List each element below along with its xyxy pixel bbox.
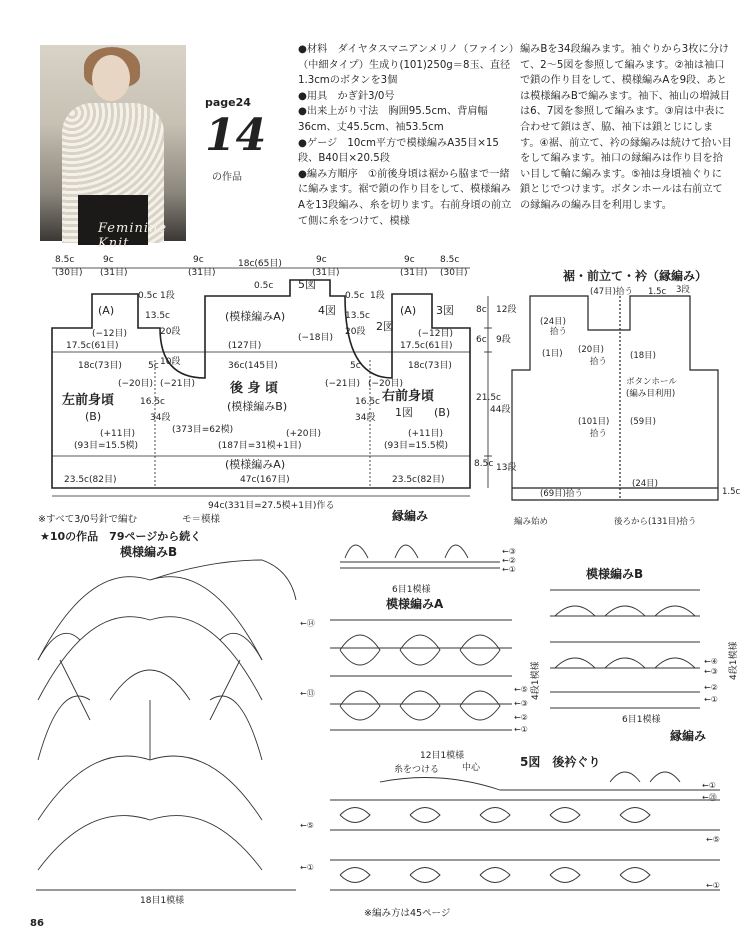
dim-31-a: (31目)	[100, 268, 128, 278]
dim-5c-r: 5c	[350, 361, 361, 371]
dim-minus20-r: (−20目)	[368, 379, 404, 389]
border-24-top: (24目)	[540, 317, 566, 327]
instruction-size: ●出来上がり寸法 胸囲95.5cm、背肩幅36cm、丈45.5cm、袖53.5cm	[298, 106, 488, 133]
dim-23.5c-r: 23.5c(82目)	[392, 475, 445, 485]
dim-plus20: (+20目)	[286, 429, 322, 439]
repeat-18: 18目1模様	[140, 896, 185, 906]
border-18: (18目)	[630, 351, 656, 361]
fig5-back-neck-title: 5図 後衿ぐり	[520, 755, 601, 769]
dim-13.5c-r: 13.5c	[345, 311, 370, 321]
svg-text:←④: ←④	[704, 657, 718, 666]
work10-title: ★10の作品 79ページから続く	[40, 530, 202, 543]
border-101: (101目)	[578, 417, 610, 427]
pattern-a-chart	[330, 620, 512, 730]
svg-text:←⑤: ←⑤	[706, 835, 720, 844]
border-pick2: 拾う	[590, 357, 608, 367]
border-1: (1目)	[542, 349, 563, 359]
dim-5c-l: 5c	[148, 361, 159, 371]
border-pick1: 拾う	[550, 327, 568, 337]
dim-93-l: (93目=15.5模)	[74, 441, 139, 451]
pattern-b-small-title: 模様編みB	[586, 567, 644, 581]
dim-9c-a: 9c	[103, 255, 114, 265]
dim-17.5c-l: 17.5c(61目)	[66, 341, 119, 351]
dim-minus21-l: (−21目)	[160, 379, 196, 389]
right-front-b: (B)	[434, 406, 451, 419]
page-reference: page24	[205, 96, 251, 109]
dim-9c-b: 9c	[193, 255, 204, 265]
note-needle: ※すべて3/0号針で編む	[38, 514, 138, 525]
see-page-45: ※編み方は45ページ	[364, 908, 451, 919]
fig2-label: 2図	[376, 320, 394, 333]
dim-18c-l: 18c(73目)	[78, 361, 122, 371]
pattern-a-top: (模様編みA)	[225, 310, 286, 323]
dim-17.5c-r: 17.5c(61目)	[400, 341, 453, 351]
dim-20rows-r: 20段	[345, 327, 366, 337]
four-rows-2: 4段1模様	[729, 641, 739, 680]
dim-12rows: 12段	[496, 305, 517, 315]
instruction-tools: ●用具 かぎ針3/0号	[298, 90, 395, 102]
instruction-steps: ●編み方順序 ①前後身頃は裾から脇まで一緒に編みます。裾で鎖の作り目をして、模様編みAを13段編み、糸を切ります。右前身頃の前立て側に糸をつけて、模様	[298, 168, 512, 227]
repeat-12: 12目1模様	[420, 751, 465, 761]
edge-chart	[340, 545, 500, 568]
border-1.5c-bottom: 1.5c	[722, 487, 741, 497]
instruction-materials: ●材料 ダイヤタスマニアンメリノ（ファイン）（中細タイプ）生成り(101)250g＝8玉、直径1.3cmのボタンを3個	[298, 44, 514, 87]
border-buttonhole: ボタンホール	[626, 377, 677, 387]
dim-30-right: (30目)	[440, 268, 468, 278]
edge-rows	[502, 547, 516, 574]
dim-34rows-r: 34段	[355, 413, 376, 423]
dim-0.5c-r: 0.5c	[345, 291, 365, 301]
svg-text:←①: ←①	[300, 863, 314, 872]
svg-text:←②: ←②	[502, 556, 516, 565]
page-number: 86	[30, 918, 44, 929]
dim-23.5c-l: 23.5c(82目)	[64, 475, 117, 485]
a-left-label: (A)	[98, 304, 115, 317]
svg-text:←⑭: ←⑭	[300, 619, 315, 628]
dim-minus18: (−18目)	[298, 333, 334, 343]
dim-21.5c: 21.5c	[476, 393, 501, 403]
dim-18c-r: 18c(73目)	[408, 361, 452, 371]
pattern-b-label: (模様編みB)	[227, 400, 288, 413]
pattern-b-small-chart	[550, 590, 700, 708]
pattern-a-bottom: (模様編みA)	[225, 458, 286, 471]
four-rows: 4段1模様	[531, 661, 541, 700]
fig4-label: 4図	[318, 304, 336, 317]
repeat-6: 6目1模様	[392, 585, 431, 595]
edge2-title: 縁編み	[670, 729, 707, 743]
dim-0.5c-l: 0.5c	[138, 291, 158, 301]
dim-20rows-l: 20段	[160, 327, 181, 337]
dim-30-left: (30目)	[55, 268, 83, 278]
dim-373: (373目=62模)	[172, 425, 234, 435]
svg-text:←③: ←③	[514, 699, 528, 708]
svg-text:←⑳: ←⑳	[702, 793, 717, 802]
dim-16.5c-r: 16.5c	[355, 397, 380, 407]
dim-93-r: (93目=15.5模)	[384, 441, 449, 451]
pattern-a-title: 模様編みA	[386, 597, 444, 611]
border-labels	[514, 284, 741, 527]
border-buttonhole-note: (編み目利用)	[626, 389, 676, 399]
dim-13.5c-l: 13.5c	[145, 311, 170, 321]
left-front-b: (B)	[85, 410, 102, 423]
dim-1row-r: 1段	[370, 291, 385, 301]
dim-8.5c: 8.5c	[474, 459, 494, 469]
left-front-label: 左前身頃	[62, 393, 115, 408]
dim-9rows: 9段	[496, 335, 511, 345]
fig1-label: 1図	[395, 406, 413, 419]
instruction-gauge: ●ゲージ 10cm平方で模様編みA35目×15段、B40目×20.5段	[298, 137, 499, 165]
border-start: 編み始め	[514, 517, 549, 527]
border-131: 後ろから(131目)拾う	[614, 517, 697, 527]
svg-text:←⑤: ←⑤	[300, 821, 314, 830]
dim-8c: 8c	[476, 305, 487, 315]
center-label: 中心	[462, 763, 481, 773]
border-1.5c-top: 1.5c	[648, 287, 667, 297]
dim-31-d: (31目)	[400, 268, 428, 278]
dim-13rows: 13段	[496, 463, 517, 473]
border-47: (47目)拾う	[590, 287, 633, 297]
dim-minus12-l: (−12目)	[92, 329, 128, 339]
border-59: (59目)	[630, 417, 656, 427]
svg-text:←①: ←①	[502, 565, 516, 574]
pattern-b-small-rows	[704, 657, 718, 704]
work-number: 14	[205, 110, 267, 161]
dim-94c: 94c(331目=27.5模+1目)作る	[208, 501, 335, 511]
dim-plus11-l: (+11目)	[100, 429, 136, 439]
border-20: (20目)	[578, 345, 604, 355]
dim-minus12-r: (−12目)	[418, 329, 454, 339]
dim-10rows-l: 10段	[160, 357, 181, 367]
note-abbrev: モ＝模様	[182, 514, 221, 525]
dim-31-c: (31目)	[312, 268, 340, 278]
svg-text:←②: ←②	[514, 713, 528, 722]
dim-47c: 47c(167目)	[240, 475, 290, 485]
repeat-6b: 6目1模様	[622, 715, 661, 725]
svg-text:←①: ←①	[514, 725, 528, 734]
fig5-chart	[330, 772, 720, 890]
svg-text:←①: ←①	[702, 781, 716, 790]
svg-text:←①: ←①	[704, 695, 718, 704]
border-24-bottom: (24目)	[632, 479, 658, 489]
dim-minus21-r: (−21目)	[325, 379, 361, 389]
dim-0.5c-top: 0.5c	[254, 281, 274, 291]
dim-31-b: (31目)	[188, 268, 216, 278]
chart-titles	[40, 508, 739, 919]
dim-18c: 18c(65目)	[238, 259, 282, 269]
border-3rows-top: 3段	[676, 285, 690, 295]
border-69: (69目)拾う	[540, 489, 583, 499]
dim-8.5c-right: 8.5c	[440, 255, 460, 265]
fig3-label: 3図	[436, 304, 454, 317]
dim-6c: 6c	[476, 335, 487, 345]
dim-16.5c-l: 16.5c	[140, 397, 165, 407]
attach-yarn: 糸をつける	[394, 765, 440, 775]
a-right-label: (A)	[400, 304, 417, 317]
right-front-label: 右前身頃	[382, 389, 435, 404]
svg-text:←⑬: ←⑬	[300, 689, 315, 698]
dim-9c-d: 9c	[404, 255, 415, 265]
dim-8.5c-left: 8.5c	[55, 255, 75, 265]
edge-title: 縁編み	[392, 509, 429, 523]
pattern-b-big-rows	[300, 619, 315, 872]
work-label: の作品	[212, 172, 242, 183]
dim-36c: 36c(145目)	[228, 361, 278, 371]
dim-34rows-l: 34段	[150, 413, 171, 423]
instruction-steps-cont: 編みBを34段編みます。袖ぐりから3枚に分けて、2～5図を参照して編みます。②袖は袖口で鎖の作り目をして、模様編みAを9段、あとは模様編みBで編みます。袖下、袖山の増減目は6、7図を参照して編みます。③肩は中表に合わせて鎖はぎ、脇、袖下は鎖とじにします。④裾、前立て、衿の縁編みは続けて拾い目をして編みます。袖口の縁編みは作り目を拾い目して輪に編みます。⑤袖は身頃袖ぐりに鎖とじでつけます。ボタンホールは右前立ての縁編みの編み目を利用します。	[520, 44, 732, 211]
pattern-a-rows	[514, 685, 528, 734]
back-label: 後 身 頃	[230, 381, 279, 396]
dim-plus11-r: (+11目)	[408, 429, 444, 439]
dim-9c-c: 9c	[316, 255, 327, 265]
dim-minus20-l: (−20目)	[118, 379, 154, 389]
photo-brand: Feminine Knit	[98, 221, 168, 251]
svg-text:←③: ←③	[704, 667, 718, 676]
fig5-label: 5図	[298, 278, 316, 291]
border-pick3: 拾う	[590, 429, 608, 439]
dim-44rows: 44段	[490, 405, 511, 415]
svg-text:←②: ←②	[704, 683, 718, 692]
fig5-rows	[702, 781, 720, 890]
svg-text:←①: ←①	[706, 881, 720, 890]
dim-187: (187目=31模+1目)	[218, 441, 302, 451]
svg-text:←③: ←③	[502, 547, 516, 556]
pattern-b-big-title: 模様編みB	[120, 545, 178, 559]
pattern-b-big-chart	[36, 560, 296, 890]
dim-1row-l: 1段	[160, 291, 175, 301]
svg-text:←⑤: ←⑤	[514, 685, 528, 694]
border-title: 裾・前立て・衿（縁編み）	[563, 269, 708, 283]
dim-127: (127目)	[228, 341, 262, 351]
